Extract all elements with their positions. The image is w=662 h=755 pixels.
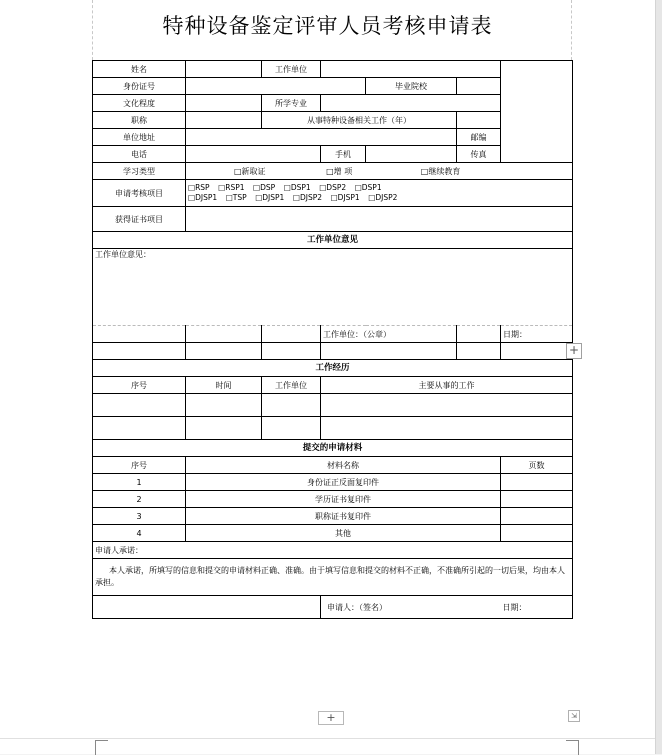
material-pages[interactable]	[501, 525, 573, 542]
phone-label: 电话	[93, 146, 186, 163]
work-col-time: 时间	[186, 377, 262, 394]
page-bottom-line	[0, 738, 655, 739]
work-col-unit: 工作单位	[262, 377, 321, 394]
apply-opt[interactable]: □DJSP1	[188, 193, 218, 202]
material-header-row	[93, 457, 573, 474]
study-label: 学习类型	[93, 163, 186, 180]
unit-seal-label: 工作单位：（公章）	[321, 326, 457, 343]
held-value[interactable]	[186, 207, 573, 232]
unit-date-label: 日期：	[501, 326, 573, 343]
material-pages[interactable]	[501, 491, 573, 508]
material-no: 3	[93, 508, 186, 525]
study-opt-new[interactable]: □新取证	[234, 166, 266, 176]
school-value[interactable]	[457, 78, 501, 95]
apply-opt[interactable]: □RSP1	[218, 183, 245, 192]
work-row	[93, 394, 573, 417]
apply-options	[186, 180, 573, 207]
material-heading: 提交的申请材料	[93, 440, 573, 457]
title-value[interactable]	[186, 112, 262, 129]
name-label: 姓名	[93, 61, 186, 78]
material-name: 职称证书复印件	[186, 508, 501, 525]
material-name: 身份证正反面复印件	[186, 474, 501, 491]
fax-label: 传真	[457, 146, 501, 163]
work-col-job: 主要从事的工作	[321, 377, 573, 394]
material-heading-row	[93, 440, 573, 457]
work-row	[93, 417, 573, 440]
row-held	[93, 207, 573, 232]
row-title	[93, 112, 573, 129]
form-title: 特种设备鉴定评审人员考核申请表	[162, 14, 493, 38]
addr-label: 单位地址	[93, 129, 186, 146]
apply-opt[interactable]: □DSP2	[319, 183, 347, 192]
row-phone	[93, 146, 573, 163]
unit-opinion-label: 工作单位意见：	[95, 250, 151, 259]
apply-opt[interactable]: □DSP1	[354, 183, 382, 192]
major-value[interactable]	[321, 95, 501, 112]
unit-opinion-heading-row	[93, 232, 573, 249]
material-col-pages: 页数	[501, 457, 573, 474]
material-pages[interactable]	[501, 508, 573, 525]
apply-opt[interactable]: □DJSP2	[292, 193, 323, 202]
work-header-row	[93, 377, 573, 394]
material-row	[93, 474, 573, 491]
unit-opinion-heading: 工作单位意见	[93, 232, 573, 249]
unit-opinion-cell[interactable]	[93, 249, 573, 326]
addr-value[interactable]	[186, 129, 457, 146]
row-id	[93, 78, 573, 95]
study-opt-add[interactable]: □增 项	[326, 166, 353, 176]
pledge-label: 申请人承诺：	[93, 542, 573, 559]
apply-opt[interactable]: □TSP	[225, 193, 247, 202]
material-name: 学历证书复印件	[186, 491, 501, 508]
row-addr	[93, 129, 573, 146]
id-value[interactable]	[186, 78, 366, 95]
apply-opt[interactable]: □DJSP1	[330, 193, 360, 202]
school-label: 毕业院校	[366, 78, 457, 95]
zip-label: 邮编	[457, 129, 501, 146]
edu-label: 文化程度	[93, 95, 186, 112]
add-column-icon[interactable]: +	[566, 343, 582, 359]
row-edu	[93, 95, 573, 112]
applicant-date-label: 日期：	[501, 596, 573, 619]
years-value[interactable]	[457, 112, 501, 129]
work-heading: 工作经历	[93, 360, 573, 377]
unit-value[interactable]	[321, 61, 501, 78]
apply-opt[interactable]: □DSP1	[283, 183, 311, 192]
row-name	[93, 61, 573, 78]
study-options	[186, 163, 573, 180]
applicant-sign-label: 申请人：（签名）	[321, 596, 501, 619]
unit-spacer-row	[93, 343, 573, 360]
phone-value[interactable]	[186, 146, 321, 163]
apply-opt[interactable]: □DSP	[253, 183, 276, 192]
work-col-no: 序号	[93, 377, 186, 394]
page-corner-mark-right	[566, 740, 579, 755]
vertical-scrollbar[interactable]	[655, 0, 662, 754]
pledge-sign-row	[93, 596, 573, 619]
name-value[interactable]	[186, 61, 262, 78]
mobile-label: 手机	[321, 146, 366, 163]
major-label: 所学专业	[262, 95, 321, 112]
row-apply	[93, 180, 573, 207]
held-label: 获得证书项目	[93, 207, 186, 232]
row-study	[93, 163, 573, 180]
pledge-label-row	[93, 542, 573, 559]
add-row-icon[interactable]: +	[318, 711, 344, 725]
table-resize-handle-icon[interactable]: ⇲	[568, 710, 580, 722]
material-no: 1	[93, 474, 186, 491]
unit-seal-row	[93, 326, 573, 343]
application-form-table	[92, 60, 573, 619]
years-label: 从事特种设备相关工作（年）	[262, 112, 457, 129]
id-label: 身份证号	[93, 78, 186, 95]
material-pages[interactable]	[501, 474, 573, 491]
material-col-name: 材料名称	[186, 457, 501, 474]
apply-opt[interactable]: □DJSP1	[255, 193, 285, 202]
material-name: 其他	[186, 525, 501, 542]
page-corner-mark-left	[95, 740, 108, 755]
unit-label: 工作单位	[262, 61, 321, 78]
study-opt-continue[interactable]: □继续教育	[420, 166, 461, 176]
photo-cell[interactable]	[501, 61, 573, 163]
material-row	[93, 508, 573, 525]
material-row	[93, 525, 573, 542]
apply-opt[interactable]: □RSP	[188, 183, 210, 192]
mobile-value[interactable]	[366, 146, 457, 163]
edu-value[interactable]	[186, 95, 262, 112]
pledge-text-row	[93, 559, 573, 596]
unit-opinion-row	[93, 249, 573, 326]
material-row	[93, 491, 573, 508]
apply-label: 申请考核项目	[93, 180, 186, 207]
title-label: 职称	[93, 112, 186, 129]
work-heading-row	[93, 360, 573, 377]
pledge-text: 本人承诺，所填写的信息和提交的申请材料正确、准确。由于填写信息和提交的材料不正确，不准确所引起的一切后果，均由本人承担。	[93, 559, 573, 596]
material-no: 4	[93, 525, 186, 542]
apply-opt[interactable]: □DJSP2	[368, 193, 398, 202]
material-col-no: 序号	[93, 457, 186, 474]
material-no: 2	[93, 491, 186, 508]
